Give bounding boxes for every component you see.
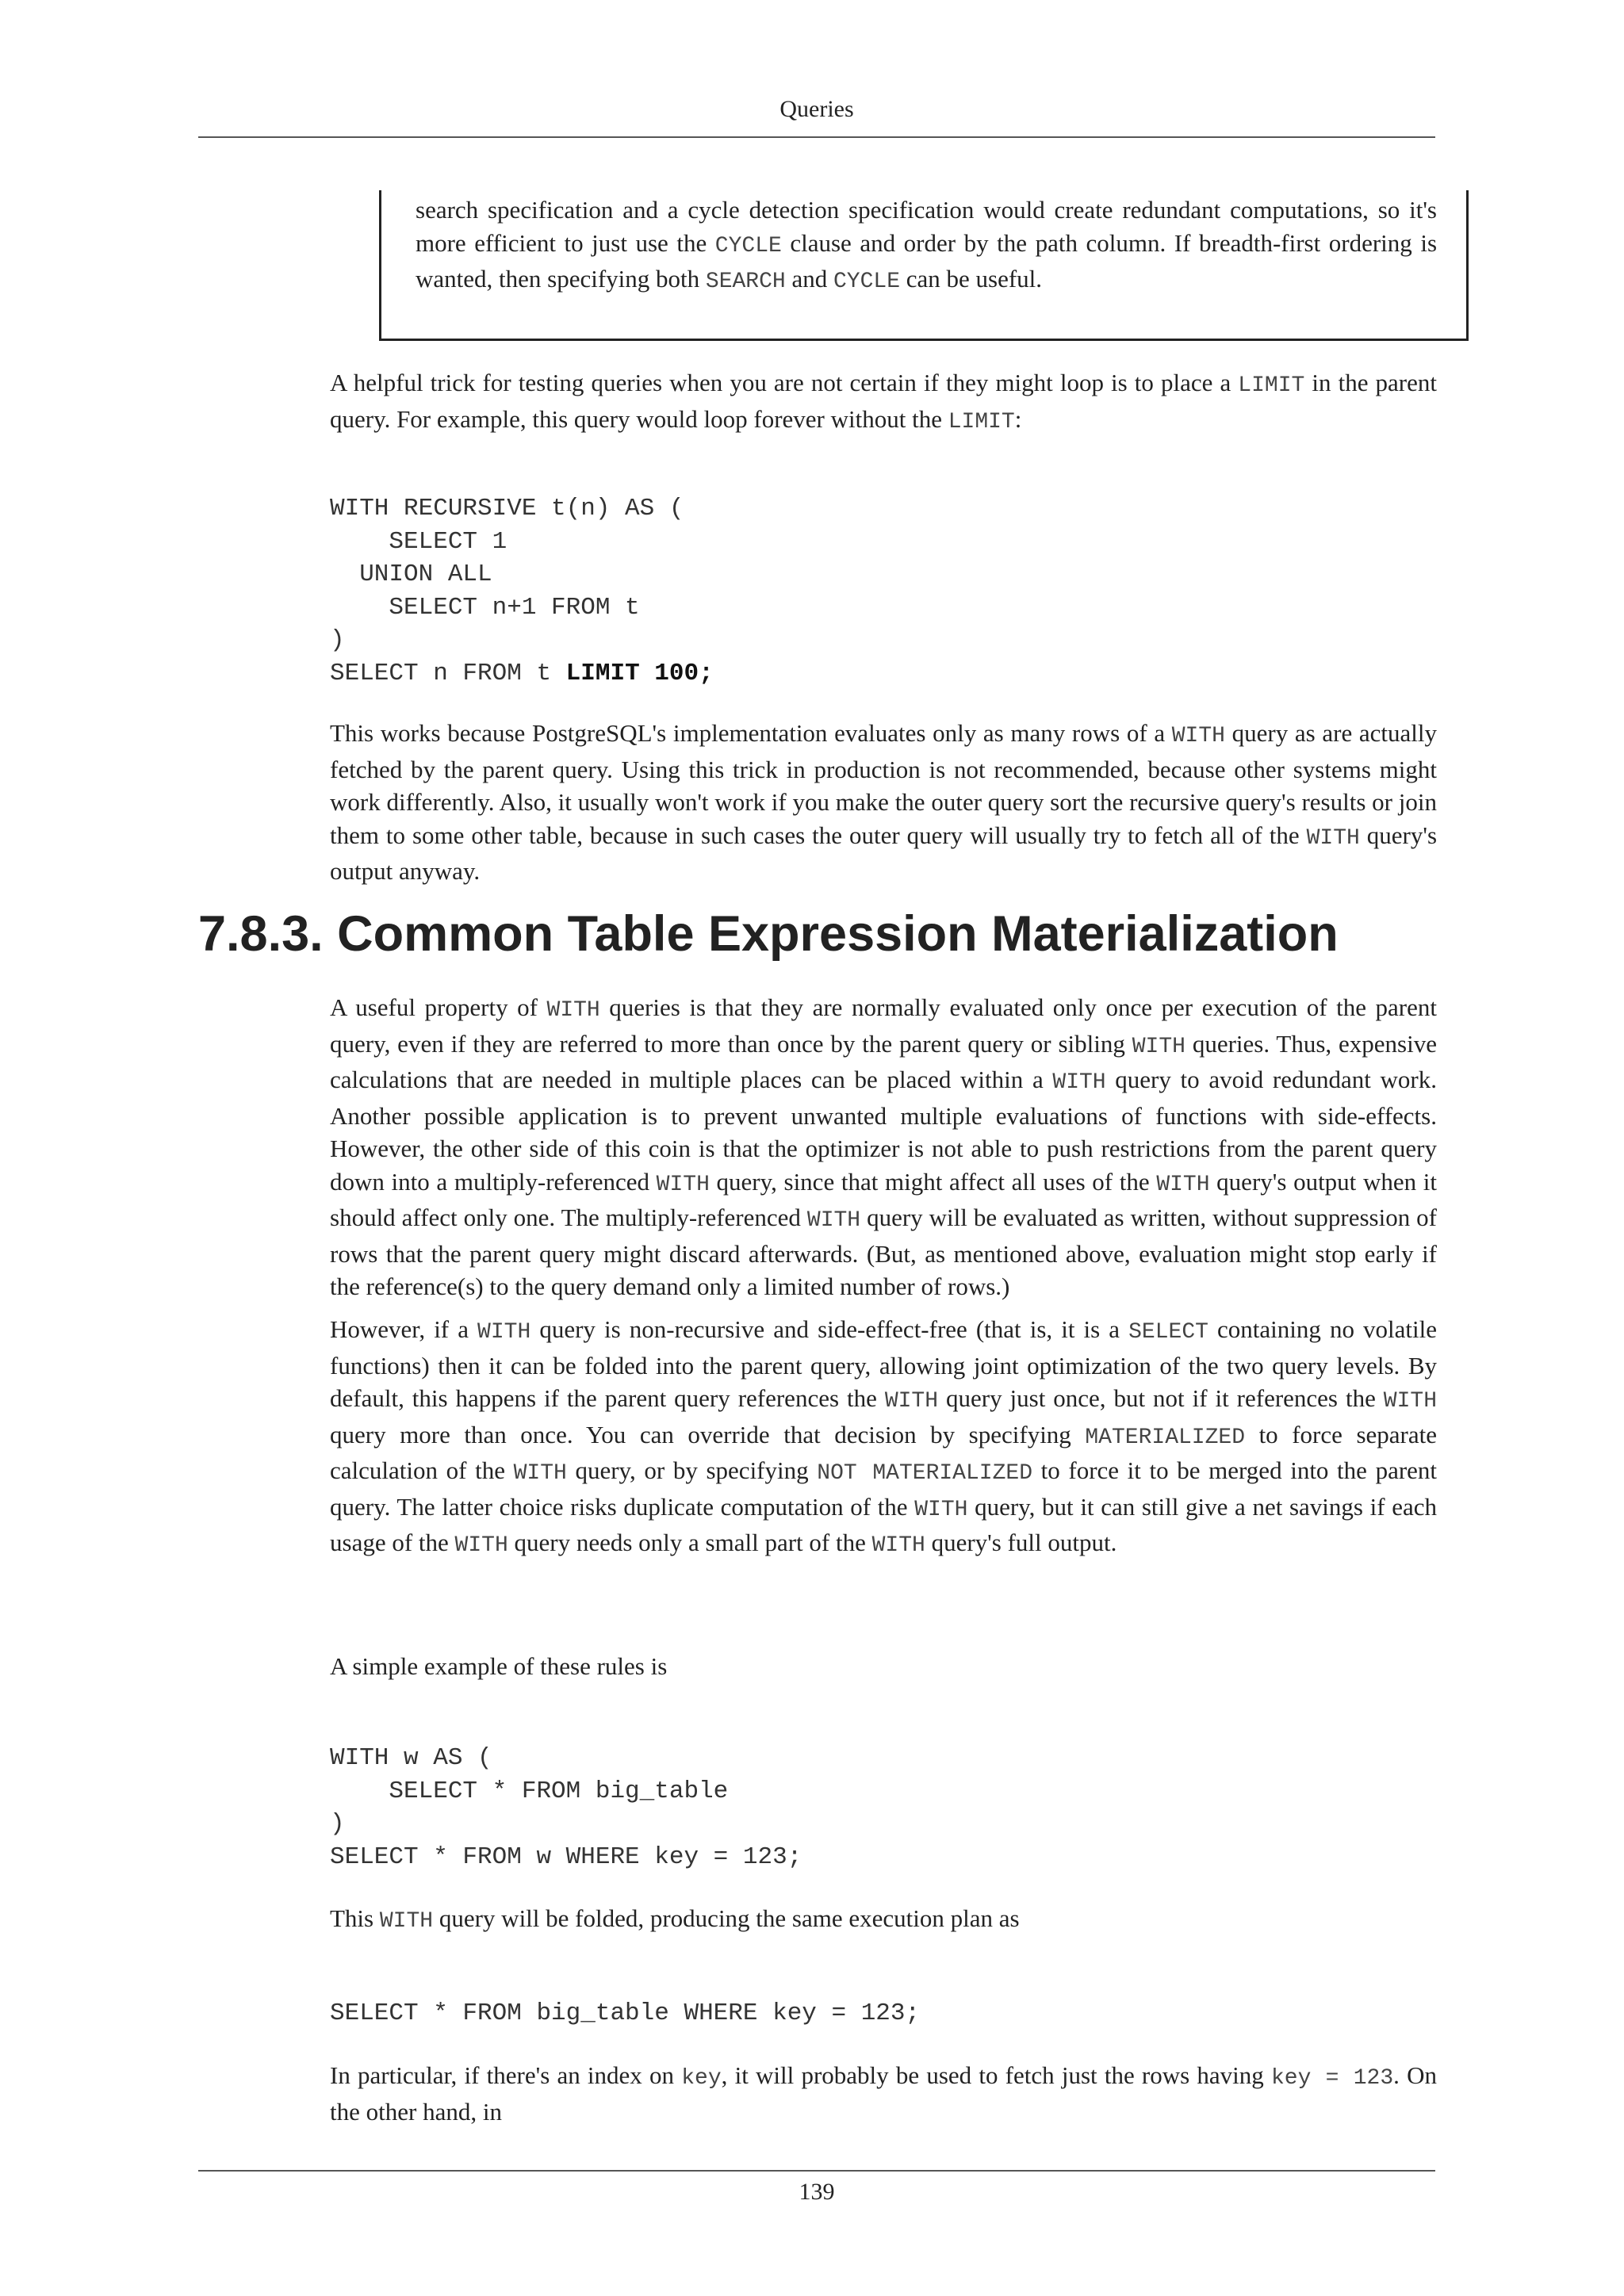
inline-code: LIMIT <box>1238 373 1305 398</box>
footer-rule <box>198 2170 1435 2172</box>
paragraph-simple-example: A simple example of these rules is <box>330 1652 668 1680</box>
inline-code: WITH <box>546 998 600 1023</box>
inline-code: WITH <box>1052 1070 1106 1095</box>
inline-code: SEARCH <box>705 270 786 294</box>
paragraph-index: In particular, if there's an index on key, it will probably be used to fetch just the rows having key = 123. On the other hand, in <box>330 2061 1437 2126</box>
inline-code: key = 123 <box>1270 2066 1394 2091</box>
code-block-recursive: WITH RECURSIVE t(n) AS ( SELECT 1 UNION ALL SELECT n+1 FROM t ) SELECT n FROM t LIMIT 100; <box>330 495 714 687</box>
inline-code: WITH <box>1306 825 1360 851</box>
inline-code: LIMIT <box>948 409 1015 434</box>
inline-code: WITH <box>1132 1034 1185 1059</box>
inline-code: key <box>681 2066 722 2091</box>
inline-code: WITH <box>806 1208 861 1233</box>
inline-code: WITH <box>1156 1172 1210 1197</box>
running-header: Queries <box>779 96 854 122</box>
inline-code: CYCLE <box>714 233 782 258</box>
inline-code: WITH <box>914 1497 968 1522</box>
inline-code: WITH <box>871 1533 925 1558</box>
note-text: search specification and a cycle detection specification would create redundant computations, so it's more efficient to just use the CYCLE clause and order by the path column. If breadth-first ordering is wanted, then specifying both SEARCH and CYCLE can be useful. <box>416 196 1438 294</box>
section-heading: 7.8.3. Common Table Expression Materialization <box>198 906 1339 962</box>
inline-code: WITH <box>1171 724 1225 748</box>
header-rule <box>198 136 1435 138</box>
paragraph-folded: This WITH query will be folded, producing the same execution plan as <box>330 1904 1020 1934</box>
paragraph-limit-trick: A helpful trick for testing queries when you are not certain if they might loop is to place a LIMIT in the parent query. For example, this query would loop forever without the LIMIT: <box>330 369 1437 434</box>
code-bold-limit: LIMIT 100; <box>565 659 714 687</box>
inline-code: SELECT <box>1128 1320 1208 1345</box>
code-block-example: WITH w AS ( SELECT * FROM big_table ) SELECT * FROM w WHERE key = 123; <box>330 1744 802 1871</box>
inline-code: WITH <box>884 1389 939 1414</box>
paragraph-useful-property: A useful property of WITH queries is that they are normally evaluated only once per execution of the parent query, even if they are referred to more than once by the parent query or sibling WITH queries. Thus, expensive calculations that are needed in multiple places can be placed within a WITH query to avoid redundant work. Another possible application is to prevent unwanted multiple evaluations of functions with side-effects. However, the other side of this coin is that the optimizer is not able to push restrictions from the parent query down into a multiply-referenced WITH query, since that might affect all uses of the WITH query's output when it should affect only one. The multiply-referenced WITH query will be evaluated as written, without suppression of rows that the parent query might discard afterwards. (But, as mentioned above, evaluation might stop early if the reference(s) to the query demand only a limited number of rows.) <box>330 993 1438 1300</box>
inline-code: WITH <box>513 1461 567 1486</box>
inline-code: WITH <box>1383 1389 1437 1414</box>
inline-code: WITH <box>379 1909 434 1934</box>
inline-code: CYCLE <box>833 270 900 294</box>
inline-code: WITH <box>477 1320 531 1345</box>
inline-code: MATERIALIZED <box>1085 1425 1246 1450</box>
paragraph-however: However, if a WITH query is non-recursive and side-effect-free (that is, it is a SELECT containing no volatile functions) then it can be folded into the parent query, allowing joint optimization of the two query levels. By default, this happens if the parent query references the WITH query just once, but not if it references the WITH query more than once. You can override that decision by specifying MATERIALIZED to force separate calculation of the WITH query, or by specifying NOT MATERIALIZED to force it to be merged into the parent query. The latter choice risks duplicate computation of the WITH query, but it can still give a net savings if each usage of the WITH query needs only a small part of the WITH query's full output. <box>330 1315 1438 1558</box>
code-block-plan: SELECT * FROM big_table WHERE key = 123; <box>330 1999 921 2027</box>
inline-code: NOT MATERIALIZED <box>817 1461 1032 1486</box>
inline-code: WITH <box>656 1172 710 1197</box>
paragraph-works: This works because PostgreSQL's implementation evaluates only as many rows of a WITH query as are actually fetched by the parent query. Using this trick in production is not recommended, because other systems might work differently. Also, it usually won't work if you make the outer query sort the recursive query's results or join them to some other table, because in such cases the outer query will usually try to fetch all of the WITH query's output anyway. <box>330 719 1438 885</box>
page-number: 139 <box>799 2179 835 2205</box>
inline-code: WITH <box>454 1533 508 1558</box>
